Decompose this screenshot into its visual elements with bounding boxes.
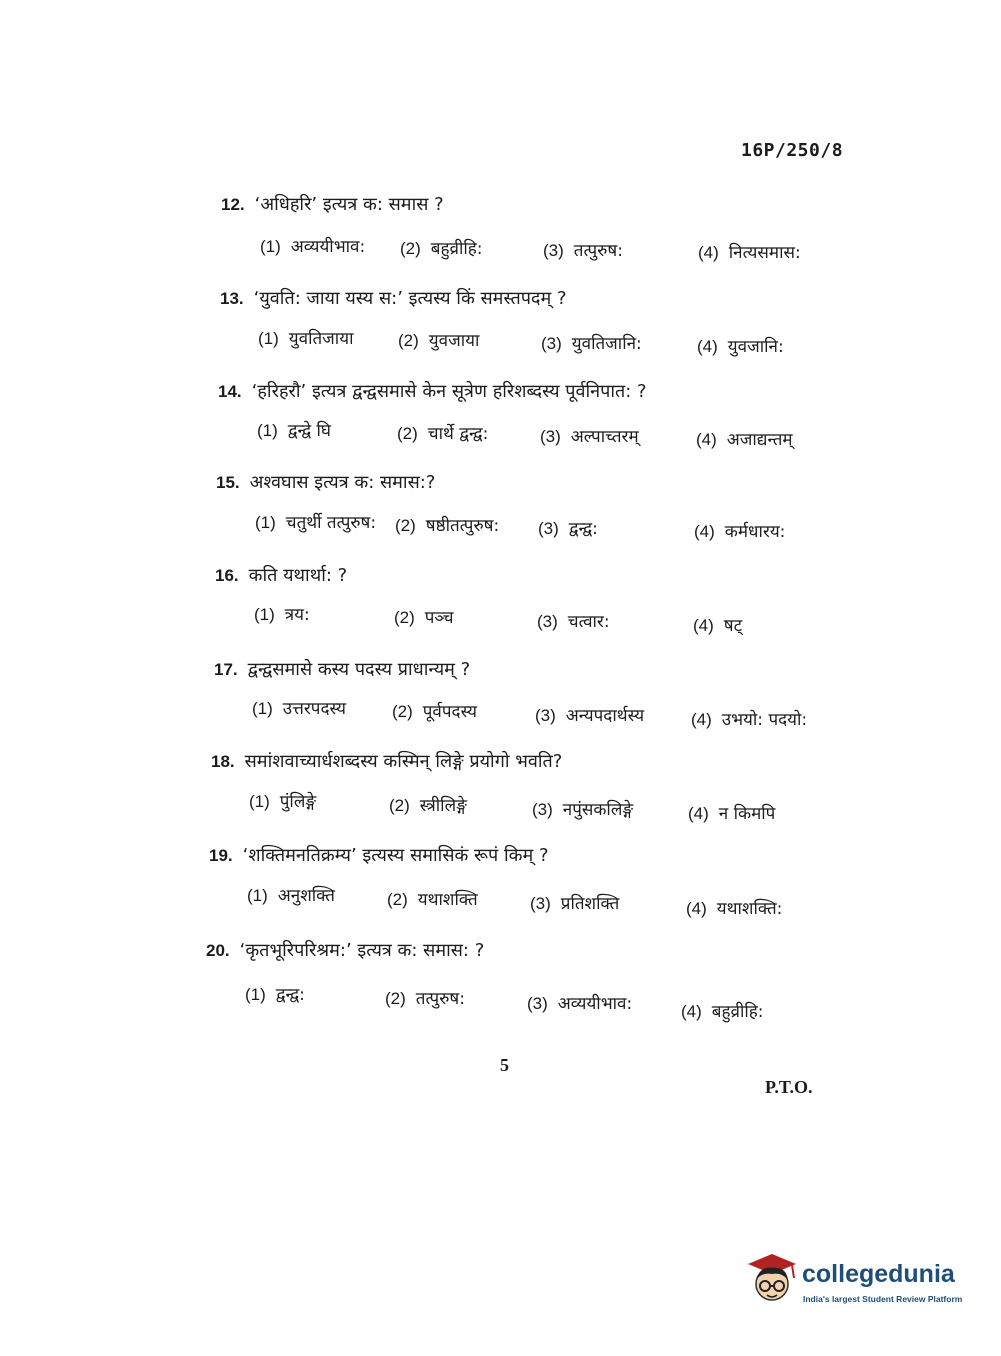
question-text: ‘हरिहरौ’ इत्यत्र द्वन्द्वसमासे केन सूत्रेण हरिशब्दस्य पूर्वनिपात: ?	[251, 381, 647, 402]
question-18	[211, 749, 562, 773]
option: (4) बहुव्रीहि:	[681, 1002, 764, 1022]
question-17	[214, 657, 470, 681]
question-text: द्वन्द्वसमासे कस्य पदस्य प्राधान्यम् ?	[247, 659, 471, 680]
option: (2) चार्थे द्वन्द्व:	[397, 424, 489, 444]
question-number: 20.	[206, 941, 230, 960]
option: (1) युवतिजाया	[258, 329, 354, 349]
question-number: 14.	[218, 382, 242, 401]
question-13	[220, 286, 567, 310]
option: (2) पञ्च	[394, 608, 454, 628]
option: (4) न किमपि	[688, 804, 776, 824]
question-20	[206, 938, 484, 962]
option: (3) युवतिजानि:	[541, 334, 642, 354]
option: (1) अनुशक्ति	[247, 886, 335, 906]
option: (3) तत्पुरुष:	[543, 241, 623, 261]
option: (1) अव्ययीभाव:	[260, 237, 366, 257]
question-text: ‘कृतभूरिपरिश्रम:’ इत्यत्र क: समास: ?	[239, 940, 485, 961]
option: (4) नित्यसमास:	[698, 243, 801, 263]
question-text: अश्वघास इत्यत्र क: समास:?	[249, 472, 436, 493]
option: (4) युवजानि:	[697, 337, 784, 357]
option: (3) चत्वार:	[537, 612, 610, 632]
option: (3) अन्यपदार्थस्य	[535, 706, 645, 726]
question-text: ‘अधिहरि’ इत्यत्र क: समास ?	[254, 194, 444, 215]
question-number: 15.	[216, 473, 240, 492]
option: (2) तत्पुरुष:	[385, 989, 465, 1009]
question-19	[209, 843, 549, 867]
option: (1) पुंलिङ्गे	[249, 792, 317, 812]
question-number: 16.	[215, 566, 239, 585]
option: (2) षष्ठीतत्पुरुष:	[395, 516, 500, 536]
option: (3) नपुंसकलिङ्गे	[532, 800, 634, 820]
question-12	[221, 192, 444, 216]
option: (1) द्वन्द्वे घि	[257, 421, 331, 441]
collegedunia-logo	[742, 1250, 972, 1310]
question-number: 12.	[221, 195, 245, 214]
option: (2) युवजाया	[398, 331, 480, 351]
option: (4) उभयो: पदयो:	[691, 710, 808, 730]
brand-tagline: India's largest Student Review Platform	[803, 1294, 963, 1304]
option: (4) यथाशक्ति:	[686, 899, 783, 919]
question-16	[215, 563, 347, 587]
pto-label: P.T.O.	[765, 1077, 813, 1097]
question-text: कति यथार्था: ?	[248, 565, 348, 586]
option: (2) यथाशक्ति	[387, 890, 478, 910]
option: (1) द्वन्द्व:	[245, 985, 305, 1005]
question-number: 19.	[209, 846, 233, 865]
option: (4) कर्मधारय:	[694, 522, 786, 542]
question-text: ‘शक्तिमनतिक्रम्य’ इत्यस्य समासिकं रूपं किम् ?	[242, 845, 549, 866]
option: (1) त्रय:	[254, 605, 310, 625]
option: (2) पूर्वपदस्य	[392, 702, 478, 722]
question-text: ‘युवति: जाया यस्य स:’ इत्यस्य किं समस्तपदम् ?	[253, 288, 567, 309]
option: (3) प्रतिशक्ति	[530, 894, 620, 914]
brand-name: collegedunia	[802, 1260, 955, 1288]
question-number: 18.	[211, 752, 235, 771]
question-number: 13.	[220, 289, 244, 308]
paper-code: 16P/250/8	[741, 140, 844, 161]
option: (3) द्वन्द्व:	[538, 519, 598, 539]
mascot-icon	[742, 1250, 802, 1310]
option: (3) अल्पाच्तरम्	[540, 427, 639, 447]
option: (3) अव्ययीभाव:	[527, 994, 633, 1014]
question-14	[218, 379, 647, 403]
option: (2) स्त्रीलिङ्गे	[389, 796, 467, 816]
question-text: समांशवाच्यार्धशब्दस्य कस्मिन् लिङ्गे प्रयोगो भवति?	[244, 751, 563, 772]
option: (4) अजाद्यन्तम्	[696, 430, 793, 450]
option: (1) चतुर्थी तत्पुरुष:	[255, 513, 377, 533]
question-15	[216, 470, 435, 494]
option: (4) षट्	[693, 616, 743, 636]
page-number: 5	[500, 1055, 509, 1075]
option: (1) उत्तरपदस्य	[252, 699, 346, 719]
question-number: 17.	[214, 660, 238, 679]
option: (2) बहुव्रीहि:	[400, 239, 483, 259]
